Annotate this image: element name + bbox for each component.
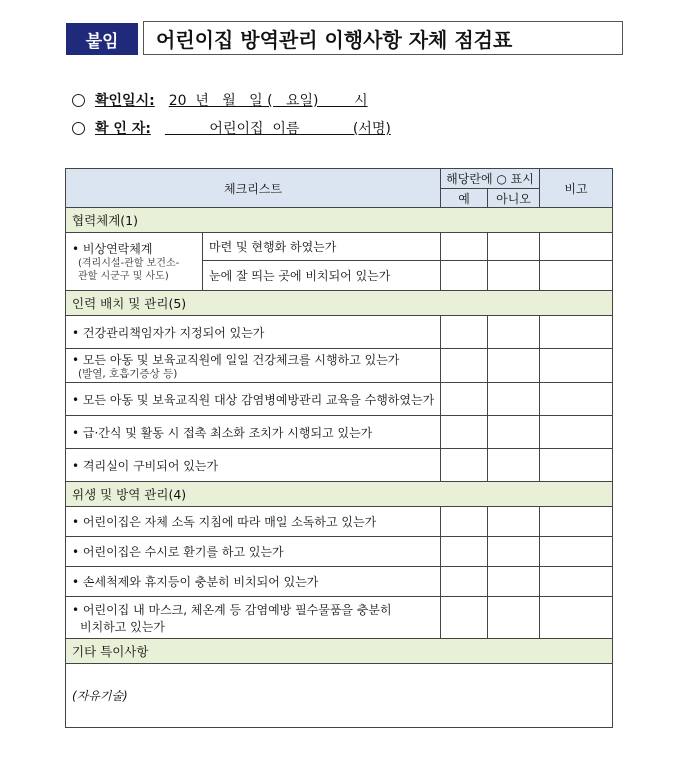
- yes-cell[interactable]: [441, 567, 488, 597]
- section-title: 기타 특이사항: [66, 639, 613, 664]
- yes-cell[interactable]: [441, 383, 488, 416]
- check-item-subtext: 비치하고 있는가: [80, 619, 165, 634]
- check-item-text: • 모든 아동 및 보육교직원에 일일 건강체크를 시행하고 있는가: [72, 352, 400, 367]
- title-text: 어린이집 방역관리 이행사항 자체 점검표: [156, 27, 513, 52]
- checker-value: 어린이집 이름 (서명): [164, 121, 391, 137]
- checklist-table: [65, 168, 613, 728]
- remark-cell[interactable]: [540, 316, 613, 349]
- circle-bullet-icon: [72, 122, 85, 135]
- yes-cell[interactable]: [441, 349, 488, 383]
- mark-header: 해당란에 ○ 표시: [441, 169, 540, 189]
- no-header: 아니오: [488, 189, 540, 208]
- check-item: [66, 449, 441, 482]
- circle-bullet-icon: [72, 94, 85, 107]
- yes-cell[interactable]: [441, 261, 488, 291]
- no-cell[interactable]: [488, 316, 540, 349]
- remark-cell[interactable]: [540, 597, 613, 639]
- no-cell[interactable]: [488, 383, 540, 416]
- no-cell[interactable]: [488, 261, 540, 291]
- coop-question: 마련 및 현행화 하였는가: [203, 233, 441, 261]
- no-cell[interactable]: [488, 597, 540, 639]
- check-item: [66, 537, 441, 567]
- coop-question: 눈에 잘 띄는 곳에 비치되어 있는가: [203, 261, 441, 291]
- yes-header: 예: [441, 189, 488, 208]
- check-item: [66, 597, 441, 639]
- check-item: [66, 507, 441, 537]
- no-cell[interactable]: [488, 537, 540, 567]
- no-cell[interactable]: [488, 416, 540, 449]
- coop-item-sub1: (격리시설-관할 보건소-: [78, 258, 180, 269]
- remark-cell[interactable]: [540, 449, 613, 482]
- check-item-text: • 급·간식 및 활동 시 접촉 최소화 조치가 시행되고 있는가: [72, 425, 373, 440]
- remark-header: 비고: [540, 169, 613, 208]
- free-text-placeholder: (자유기술): [72, 689, 128, 703]
- date-label: 확인일시:: [95, 93, 155, 109]
- check-item-text: • 어린이집은 수시로 환기를 하고 있는가: [72, 545, 284, 559]
- no-cell[interactable]: [488, 449, 540, 482]
- checker-row: [72, 118, 391, 138]
- yes-cell[interactable]: [441, 507, 488, 537]
- checklist-header: 체크리스트: [66, 169, 441, 208]
- check-item: [66, 383, 441, 416]
- coop-item: [66, 233, 203, 291]
- no-cell[interactable]: [488, 233, 540, 261]
- yes-cell[interactable]: [441, 233, 488, 261]
- check-item: [66, 416, 441, 449]
- remark-cell[interactable]: [540, 383, 613, 416]
- check-item-text: • 어린이집 내 마스크, 체온계 등 감염예방 필수물품을 충분히: [72, 602, 392, 617]
- checker-label: 확 인 자:: [95, 121, 151, 137]
- check-item: [66, 316, 441, 349]
- check-item-text: • 건강관리책임자가 지정되어 있는가: [72, 325, 265, 340]
- check-item-text: • 격리실이 구비되어 있는가: [72, 458, 219, 473]
- remark-cell[interactable]: [540, 416, 613, 449]
- coop-item-sub2: 관할 시군구 및 사도): [78, 271, 169, 282]
- remark-cell[interactable]: [540, 233, 613, 261]
- yes-cell[interactable]: [441, 537, 488, 567]
- check-item-text: • 모든 아동 및 보육교직원 대상 감염병예방관리 교육을 수행하였는가: [72, 392, 435, 407]
- no-cell[interactable]: [488, 567, 540, 597]
- attachment-badge: 붙임: [66, 23, 138, 55]
- remark-cell[interactable]: [540, 507, 613, 537]
- check-item: [66, 349, 441, 383]
- no-cell[interactable]: [488, 507, 540, 537]
- section-title: 위생 및 방역 관리(4): [66, 482, 613, 507]
- check-item: [66, 567, 441, 597]
- yes-cell[interactable]: [441, 449, 488, 482]
- coop-item-main: • 비상연락체계: [72, 242, 153, 256]
- check-item-text: • 어린이집은 자체 소독 지침에 따라 매일 소독하고 있는가: [72, 515, 377, 529]
- remark-cell[interactable]: [540, 567, 613, 597]
- no-cell[interactable]: [488, 349, 540, 383]
- date-row: [72, 90, 368, 110]
- yes-cell[interactable]: [441, 597, 488, 639]
- yes-cell[interactable]: [441, 416, 488, 449]
- document-title: [143, 21, 623, 55]
- free-text-area[interactable]: [66, 664, 613, 728]
- section-title: 협력체계(1): [66, 208, 613, 233]
- remark-cell[interactable]: [540, 349, 613, 383]
- yes-cell[interactable]: [441, 316, 488, 349]
- remark-cell[interactable]: [540, 261, 613, 291]
- section-title: 인력 배치 및 관리(5): [66, 291, 613, 316]
- check-item-text: • 손세척제와 휴지등이 충분히 비치되어 있는가: [72, 575, 319, 589]
- check-item-subtext: (발열, 호흡기증상 등): [78, 367, 178, 380]
- remark-cell[interactable]: [540, 537, 613, 567]
- date-value: 20 년 월 일 ( 요일) 시: [168, 93, 368, 109]
